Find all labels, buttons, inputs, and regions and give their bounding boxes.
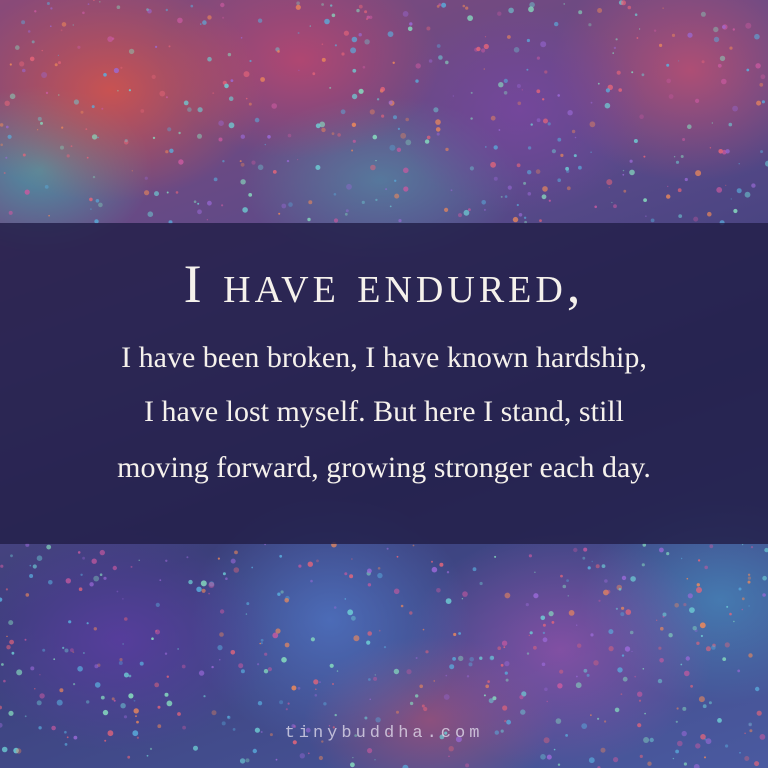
- site-watermark: tinybuddha.com: [284, 724, 484, 743]
- quote-block: [0, 223, 768, 544]
- quote-line-3: moving forward, growing stronger each day.: [117, 451, 651, 484]
- quote-headline: I have endured,: [183, 254, 585, 314]
- quote-line-2: I have lost myself. But here I stand, still: [144, 395, 624, 428]
- quote-line-1: I have been broken, I have known hardship,: [121, 341, 647, 374]
